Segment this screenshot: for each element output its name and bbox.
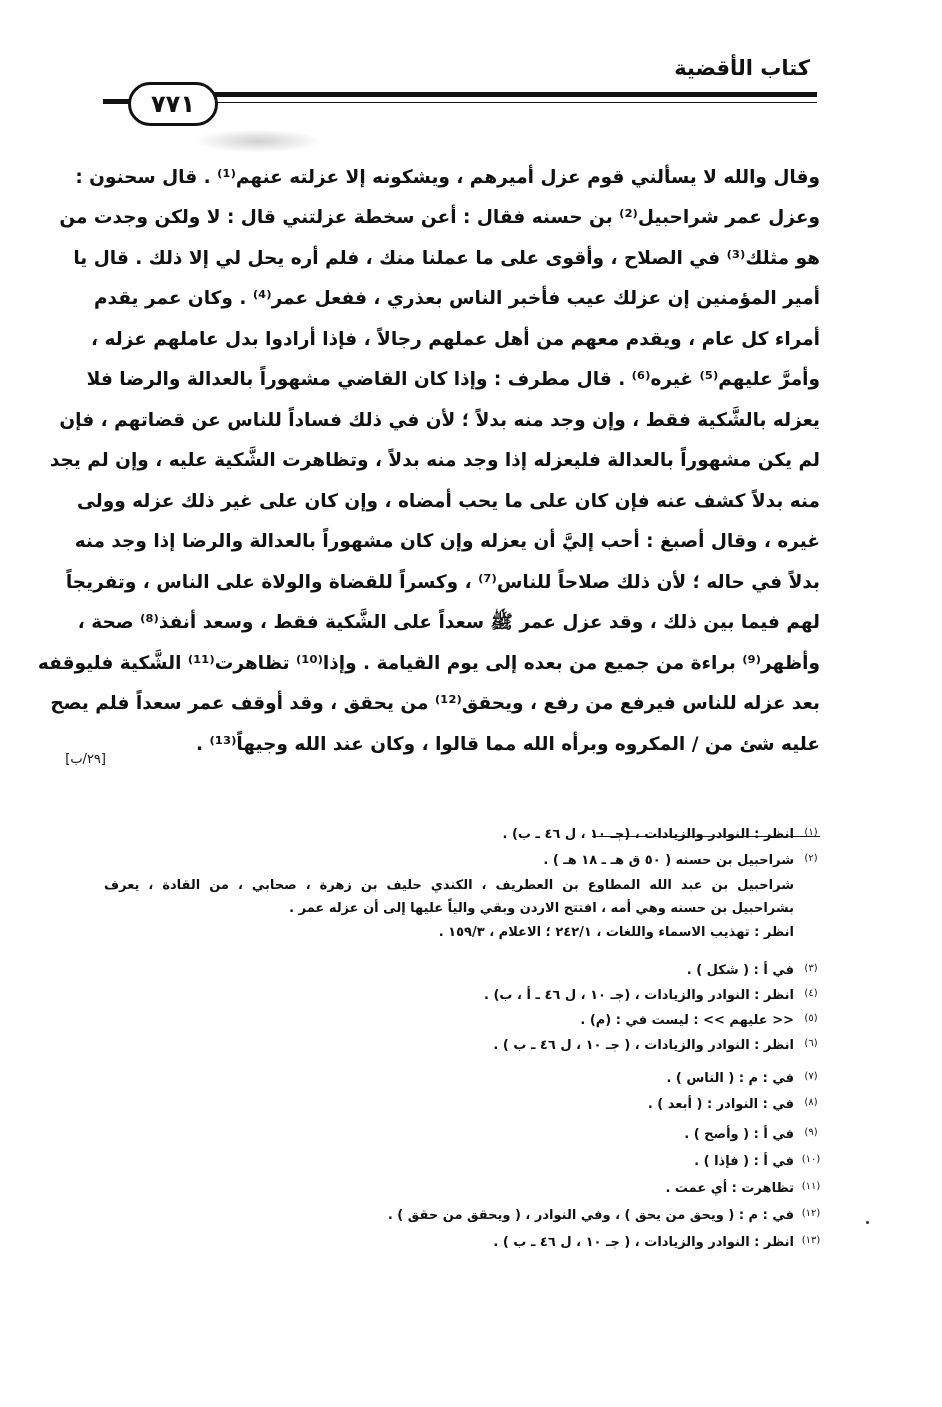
book-title: كتاب الأقضية [674,56,810,80]
footnote: انظر : النوادر والزيادات ، (جـ ١٠ ، ل ٤٦ ـ ب) . [502,827,794,842]
footnote: انظر : النوادر والزيادات ، ( جـ ١٠ ، ل ٤٦ ـ ب ) . [493,1235,794,1250]
footnote-number: (٨) [804,1097,818,1108]
body-line: وأمرَّ عليهم⁽⁵⁾ غيره⁽⁶⁾ . قال مطرف : وإذا كان القاضي مشهوراً بالعدالة والرضا فلا [86,369,820,390]
body-line: هو مثلك⁽³⁾ في الصلاح ، وأقوى على ما عملنا منك ، فلم أره يحل لي إلا ذلك . قال يا [73,248,820,269]
header-rule [205,92,817,97]
page-number: ٧٧١ [151,90,195,118]
footnote-number: (٦) [804,1038,818,1049]
body-line: وعزل عمر شراحبيل⁽²⁾ بن حسنه فقال : أعن سخطة عزلتني قال : لا ولكن وجدت من [59,207,820,228]
body-line: يعزله بالشَّكية فقط ، وإن وجد منه بدلاً ؛ لأن في ذلك فساداً للناس عن قضاتهم ، فإن [59,410,820,431]
page-number-tail [103,99,131,104]
body-line: وقال والله لا يسألني قوم عزل أميرهم ، ويشكونه إلا عزلته عنهم⁽¹⁾ . قال سحنون : [75,167,820,188]
footnote: تظاهرت : أي عمت . [665,1181,794,1196]
body-line: أمراء كل عام ، ويقدم معهم من أهل عملهم رجالاً ، فإذا أرادوا بدل عاملهم عزله ، [91,329,820,350]
footnote-number: (٣) [804,963,818,974]
scan-speck [866,1221,869,1224]
body-line: أمير المؤمنين إن عزلك عيب فأخبر الناس بعذري ، ففعل عمر⁽⁴⁾ . وكان عمر يقدم [94,288,820,309]
footnote: انظر : النوادر والزيادات ، (جـ ١٠ ، ل ٤٦ ـ أ ، ب) . [484,988,794,1003]
footnote-number: (١١) [801,1181,821,1192]
folio-marker: [٢٩/ب] [65,752,106,767]
footnote: في أ : ( شكل ) . [686,963,794,978]
footnote: في : م : ( ويحق من يحق ) ، وفي النوادر ، ( ويحقق من حقق ) . [387,1208,794,1223]
footnote-number: (٢) [804,853,818,864]
footnote: في : النوادر : ( أبعد ) . [647,1097,794,1112]
footnote-number: (١٣) [801,1235,821,1246]
footnote: في أ : ( وأصح ) . [684,1127,794,1142]
footnote-number: (٧) [804,1071,818,1082]
header-rule-thin [205,102,817,103]
footnote-number: (١) [804,827,818,838]
footnote: << عليهم >> : ليست في : (م) . [580,1013,794,1028]
footnote-continuation: شراحبيل بن عبد الله المطاوع بن العطريف ، الكندي حليف بن زهرة ، صحابي ، من القادة ، يعرف [104,878,794,893]
footnote-number: (٩) [804,1127,818,1138]
footnote-number: (١٠) [801,1154,821,1165]
page-number-badge [128,82,218,126]
footnote-number: (١٢) [801,1208,821,1219]
footnote-number: (٥) [804,1013,818,1024]
footnote: في أ : ( فإذا ) . [694,1154,794,1169]
body-line: لهم فيما بين ذلك ، وقد عزل عمر ﷺ سعداً على الشَّكية فقط ، وسعد أنفذ⁽⁸⁾ صحة ، [77,612,820,633]
body-line: عليه شئ من / المكروه وبرأه الله مما قالوا ، وكان عند الله وجيهاً⁽¹³⁾ . [196,734,820,755]
footnote-number: (٤) [804,988,818,999]
footnote: في : م : ( الناس ) . [666,1071,794,1086]
body-line: لم يكن مشهوراً بالعدالة فليعزله إذا وجد منه بدلاً ، وتظاهرت الشَّكية عليه ، وإن لم يجد [49,450,820,471]
body-line: بدلاً في حاله ؛ لأن ذلك صلاحاً للناس⁽⁷⁾ ، وكسراً للقضاة والولاة على الناس ، وتفريجاً [65,572,820,593]
body-line: منه بدلاً كشف عنه فإن كان على ما يحب أمضاه ، وإن كان على غير ذلك عزله وولى [77,491,820,512]
body-line: وأظهر⁽⁹⁾ براءة من جميع من بعده إلى يوم القيامة . وإذا⁽¹⁰⁾ تظاهرت⁽¹¹⁾ الشَّكية فليوقفه [37,653,820,674]
footnote: شراحبيل بن حسنه ( ٥٠ ق هـ ـ ١٨ هـ ) . [543,853,794,868]
footnote: انظر : النوادر والزيادات ، ( جـ ١٠ ، ل ٤٦ ـ ب ) . [493,1038,794,1053]
body-line: بعد عزله للناس فيرفع من رفع ، ويحقق⁽¹²⁾ من يحقق ، وقد أوقف عمر سعداً فلم يصح [50,693,820,714]
scan-smudge [198,130,318,152]
footnote-continuation: بشراحبيل بن حسنه وهي أمه ، افتتح الاردن وبقي والياً عليها إلى أن عزله عمر . [289,901,794,916]
footnote-continuation: انظر : تهذيب الاسماء واللغات ، ٢٤٢/١ ؛ الاعلام ، ١٥٩/٣ . [438,925,794,940]
body-line: غيره ، وقال أصبغ : أحب إليَّ أن يعزله وإن كان مشهوراً بالعدالة والرضا إذا وجد منه [74,531,820,552]
